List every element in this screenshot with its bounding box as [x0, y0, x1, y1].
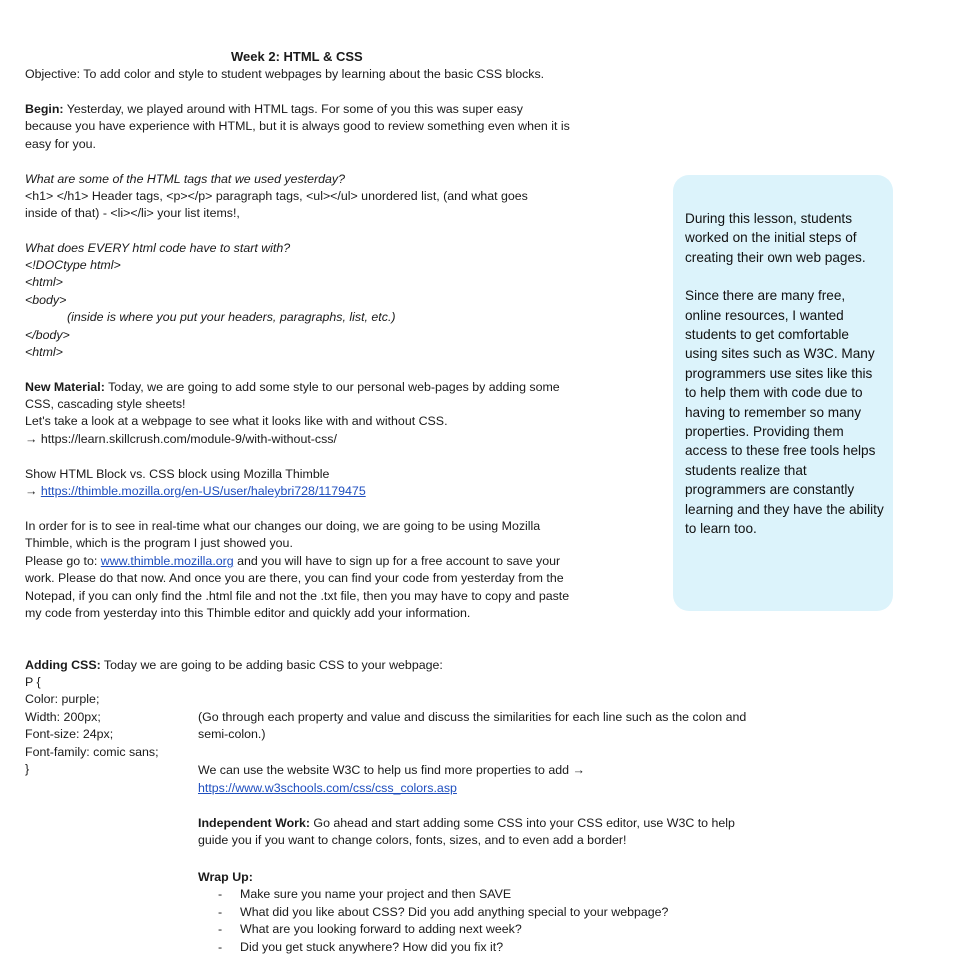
html-code-block [25, 257, 585, 361]
css-line: Width: 200px; [25, 709, 101, 724]
independent-work-paragraph [198, 815, 743, 850]
new-material-text: Today, we are going to add some style to our personal web-pages by adding some CSS, cascading style sheets! [25, 380, 560, 412]
css-line: Color: purple; [25, 692, 100, 707]
show-blocks-text: Show HTML Block vs. CSS block using Mozilla Thimble [25, 467, 330, 481]
please-go-to: Please go to: [25, 554, 101, 568]
question-tags: What are some of the HTML tags that we used yesterday? [25, 172, 346, 186]
css-line: } [25, 762, 30, 777]
list-item: - What are you looking forward to adding next week? [198, 921, 768, 938]
new-material-label: New Material: [25, 380, 105, 394]
css-line: Font-size: 24px; [25, 727, 114, 742]
skillcrush-link-text: → https://learn.skillcrush.com/module-9/with-without-css/ [25, 432, 337, 446]
independent-work-label: Independent Work: [198, 816, 310, 830]
mozilla-thimble-paragraph: In order for is to see in real-time what our changes our doing, we are going to be using Mozilla Thimble, which is the program I just showed you. [25, 519, 541, 551]
code-line: <!DOCtype html> [25, 258, 121, 272]
wrap-up-list [198, 886, 768, 956]
objective-text: Objective: To add color and style to student webpages by learning about the basic CSS blocks. [25, 67, 545, 81]
note-paragraph: During this lesson, students worked on the initial steps of creating their own web pages. [685, 211, 866, 265]
w3c-link-line [198, 780, 758, 797]
code-line: <body> [25, 292, 67, 307]
list-item: - Did you get stuck anywhere? How did you fix it? [198, 939, 768, 956]
code-line: </body> [25, 327, 70, 342]
thimble-user-link[interactable]: https://thimble.mozilla.org/en-US/user/haleybri728/1179475 [40, 484, 366, 498]
adding-css-text: Today we are going to be adding basic CSS to your webpage: [100, 658, 443, 672]
w3c-text: We can use the website W3C to help us find more properties to add → [198, 763, 585, 777]
signup-paragraph [25, 553, 570, 623]
independent-work-text: Go ahead and start adding some CSS into your CSS editor, use W3C to help guide you if you want to change colors, fonts, sizes, and to even add a border! [198, 816, 735, 848]
adding-css-label: Adding CSS: [25, 658, 101, 672]
css-line: P { [25, 675, 41, 689]
code-line: (inside is where you put your headers, paragraphs, list, etc.) [67, 310, 396, 325]
begin-text: Yesterday, we played around with HTML tags. For some of you this was super easy because you have experience with HTML, but it is always good to review something even when it is easy for you. [25, 102, 570, 151]
adding-css-paragraph [25, 657, 585, 674]
thimble-link[interactable]: www.thimble.mozilla.org [100, 554, 234, 568]
signup-text: and you will have to sign up for a free account to save your work. Please do that now. And once you are there, you can find your code from yesterday from the Notepad, if you can only find the .html file and not the .txt file, then you may have to copy and paste my code from yesterday into this Thimble editor and quickly add your information. [25, 554, 570, 621]
code-line: <html> [25, 275, 63, 290]
arrow-icon: → [25, 484, 41, 498]
wrap-up-section [198, 869, 768, 956]
new-material-paragraph [25, 379, 570, 414]
css-line: Font-family: comic sans; [25, 744, 159, 759]
document-title: Week 2: HTML & CSS [231, 49, 363, 64]
go-through-note: (Go through each property and value and discuss the similarities for each line such as the colon and semi-colon.) [198, 710, 747, 742]
begin-paragraph [25, 101, 570, 153]
list-item: - What did you like about CSS? Did you add anything special to your webpage? [198, 904, 768, 921]
code-line: <html> [25, 345, 63, 360]
question-tags-answer: <h1> </h1> Header tags, <p></p> paragraph tags, <ul></ul> unordered list, (and what goes inside of that) - <li></li> your list items!, [25, 189, 528, 221]
css-code-block [25, 674, 195, 778]
begin-label: Begin: [25, 102, 64, 116]
thimble-user-line [25, 483, 585, 500]
question-start: What does EVERY html code have to start with? [25, 241, 291, 255]
reflection-note [673, 175, 893, 611]
wrap-up-label: Wrap Up: [198, 870, 253, 884]
note-paragraph: Since there are many free, online resources, I wanted students to get comfortable using sites such as W3C. Many programmers use sites like this to help them with code due to having to remember so many properties. Providing them access to these free tools helps students realize that programmers are constantly learning and they have the ability to learn too. [685, 288, 884, 537]
w3schools-link[interactable]: https://www.w3schools.com/css/css_colors.asp [198, 781, 457, 795]
list-item: - Make sure you name your project and then SAVE [198, 886, 768, 903]
new-material-line: Let's take a look at a webpage to see what it looks like with and without CSS. [25, 414, 448, 428]
